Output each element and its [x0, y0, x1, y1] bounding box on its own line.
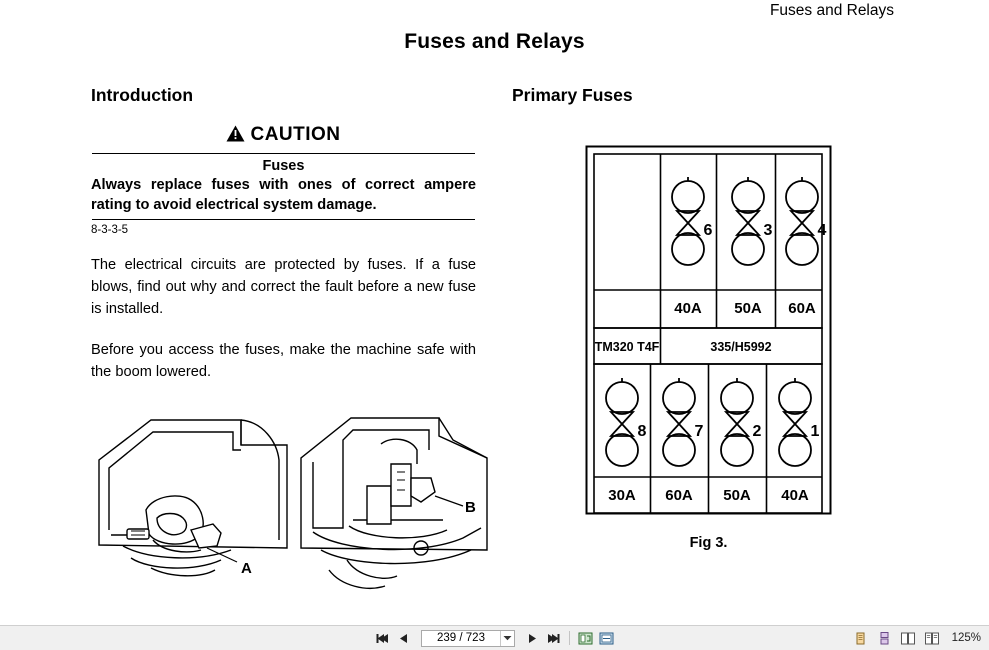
- caution-body-text: Always replace fuses with ones of correct ampere rating to avoid electrical system damage.: [91, 177, 476, 213]
- single-page-view-icon[interactable]: [853, 630, 868, 647]
- caution-title-row: [91, 124, 476, 146]
- fuse-panel-diagram: [585, 145, 832, 515]
- fuse-number-2: 2: [752, 423, 762, 440]
- illustration-label-b: B: [465, 499, 476, 516]
- body-paragraph-2: Before you access the fuses, make the machine safe with the boom lowered.: [91, 342, 476, 380]
- fuse-rating-40A-b3: 40A: [781, 487, 809, 504]
- fuse-rating-30A-b0: 30A: [608, 487, 636, 504]
- fuse-rating-60A-2: 60A: [788, 300, 816, 317]
- fuse-number-6: 6: [703, 222, 713, 239]
- body-paragraph-1: The electrical circuits are protected by fuses. If a fuse blows, find out why and correct the fault before a new fuse is installed.: [91, 257, 476, 318]
- next-page-icon[interactable]: [525, 630, 540, 647]
- toolbar-divider-1: [569, 631, 570, 645]
- page-number-value[interactable]: 239 / 723: [437, 631, 485, 644]
- fuse-rating-60A-b1: 60A: [665, 487, 693, 504]
- left-column: [91, 85, 476, 384]
- zoom-level-label[interactable]: 125%: [951, 632, 981, 644]
- toolbar-right-group: [853, 630, 981, 647]
- page-title: Fuses and Relays: [404, 30, 585, 53]
- continuous-view-icon[interactable]: [877, 630, 892, 647]
- illustration-label-a: A: [241, 560, 252, 577]
- facing-pages-view-icon[interactable]: [901, 630, 916, 647]
- fuse-number-4: 4: [817, 222, 827, 239]
- book-view-icon[interactable]: [925, 630, 940, 647]
- pdf-viewer-toolbar[interactable]: [0, 625, 989, 650]
- fuse-rating-40A-0: 40A: [674, 300, 702, 317]
- figure-caption: Fig 3.: [689, 535, 728, 551]
- warning-triangle-icon: [226, 125, 245, 142]
- caution-box: [91, 124, 476, 236]
- running-header: Fuses and Relays: [769, 2, 894, 19]
- panel-part-label: 335/H5992: [710, 340, 772, 354]
- last-page-icon[interactable]: [546, 630, 561, 647]
- caution-code: 8-3-3-5: [91, 224, 129, 237]
- toolbar-center-group: [0, 630, 989, 647]
- fit-page-icon[interactable]: [578, 630, 593, 647]
- right-column: [512, 85, 912, 124]
- machine-illustration: [91, 400, 491, 615]
- caution-label: CAUTION: [250, 124, 341, 145]
- section-heading-primary-fuses: Primary Fuses: [512, 85, 633, 105]
- section-heading-introduction: Introduction: [91, 85, 194, 105]
- chevron-down-icon[interactable]: [500, 631, 514, 646]
- caution-rule-top: [92, 153, 475, 154]
- first-page-icon[interactable]: [375, 630, 390, 647]
- fuse-number-7: 7: [694, 423, 704, 440]
- fuse-number-8: 8: [637, 423, 647, 440]
- caution-subtitle: Fuses: [262, 158, 305, 174]
- fuse-rating-50A-b2: 50A: [723, 487, 751, 504]
- fuse-number-1: 1: [810, 423, 820, 440]
- page-number-input[interactable]: [421, 630, 515, 647]
- fit-width-icon[interactable]: [599, 630, 614, 647]
- caution-rule-bottom: [92, 219, 475, 220]
- previous-page-icon[interactable]: [396, 630, 411, 647]
- fuse-number-3: 3: [763, 222, 773, 239]
- panel-model-label: TM320 T4F: [594, 340, 660, 354]
- fuse-rating-50A-1: 50A: [734, 300, 762, 317]
